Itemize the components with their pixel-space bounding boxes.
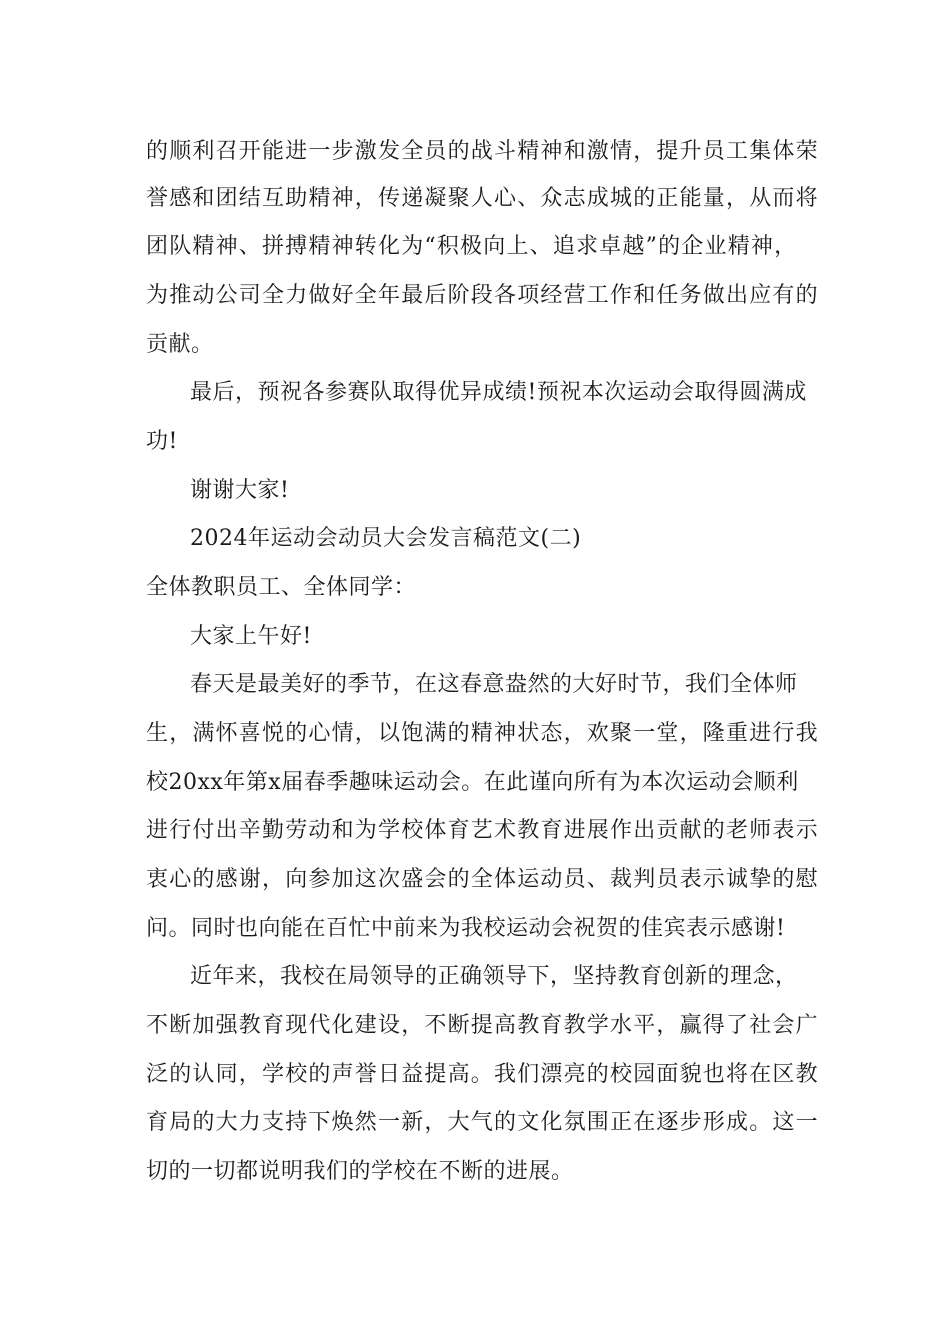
paragraph-line: 功!	[146, 429, 178, 454]
paragraph-line: 生，满怀喜悦的心情，以饱满的精神状态，欢聚一堂，隆重进行我	[146, 721, 819, 746]
section-title: 2024年运动会动员大会发言稿范文(二)	[190, 526, 582, 551]
paragraph-line: 衷心的感谢，向参加这次盛会的全体运动员、裁判员表示诚挚的慰	[146, 867, 819, 892]
closing-line: 谢谢大家!	[190, 478, 290, 503]
paragraph-line: 泛的认同，学校的声誉日益提高。我们漂亮的校园面貌也将在区教	[146, 1062, 819, 1087]
salutation: 全体教职员工、全体同学：	[146, 575, 417, 600]
paragraph-line: 问。同时也向能在百忙中前来为我校运动会祝贺的佳宾表示感谢!	[146, 916, 786, 941]
paragraph-line: 团队精神、拼搏精神转化为“积极向上、追求卓越”的企业精神，	[146, 234, 798, 259]
paragraph-line: 誉感和团结互助精神，传递凝聚人心、众志成城的正能量，从而将	[146, 186, 819, 211]
paragraph-line: 不断加强教育现代化建设，不断提高教育教学水平，赢得了社会广	[146, 1013, 819, 1038]
paragraph-line: 贡献。	[146, 332, 214, 357]
paragraph-line: 育局的大力支持下焕然一新，大气的文化氛围正在逐步形成。这一	[146, 1110, 819, 1135]
greeting: 大家上午好!	[190, 624, 312, 649]
paragraph-line: 为推动公司全力做好全年最后阶段各项经营工作和任务做出应有的	[146, 283, 819, 308]
paragraph-line: 进行付出辛勤劳动和为学校体育艺术教育进展作出贡献的老师表示	[146, 818, 819, 843]
paragraph-line: 校20xx年第x届春季趣味运动会。在此谨向所有为本次运动会顺利	[146, 770, 799, 795]
paragraph-line: 切的一切都说明我们的学校在不断的进展。	[146, 1159, 574, 1184]
paragraph-line: 最后，预祝各参赛队取得优异成绩!预祝本次运动会取得圆满成	[190, 380, 807, 405]
paragraph-line: 的顺利召开能进一步激发全员的战斗精神和激情，提升员工集体荣	[146, 139, 819, 164]
paragraph-line: 春天是最美好的季节，在这春意盎然的大好时节，我们全体师	[190, 672, 798, 697]
paragraph-line: 近年来，我校在局领导的正确领导下，坚持教育创新的理念，	[190, 964, 798, 989]
